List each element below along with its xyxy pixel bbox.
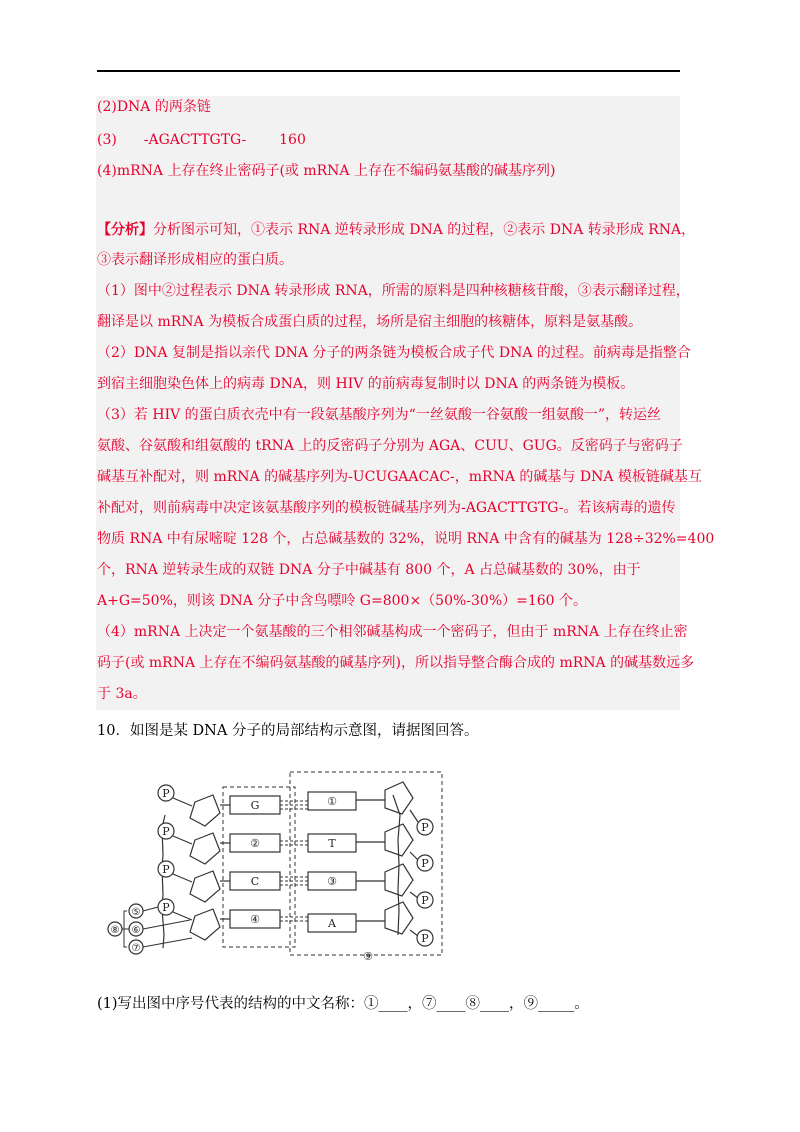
base-right-3: ③ xyxy=(327,875,337,888)
base-right-2: T xyxy=(328,837,336,850)
analysis-line-6: 到宿主细胞染色体上的病毒 DNA，则 HIV 的前病毒复制时以 DNA 的两条链为模板。 xyxy=(97,376,635,392)
label-6: ⑥ xyxy=(131,925,141,936)
answer-4: (4)mRNA 上存在终止密码子(或 mRNA 上存在不编码氨基酸的碱基序列) xyxy=(97,163,556,179)
label-5: ⑤ xyxy=(131,907,141,918)
answer-3-sequence: -AGACTTGTG- xyxy=(143,132,247,148)
analysis-text-1: 分析图示可知，①表示 RNA 逆转录形成 DNA 的过程，②表示 DNA 转录形成 RNA， xyxy=(153,222,696,238)
phosphate-label: P xyxy=(162,787,170,800)
answer-3 xyxy=(97,130,306,150)
phosphate-label: P xyxy=(421,932,429,945)
analysis-line-16: 于 3a。 xyxy=(97,686,147,702)
label-7: ⑦ xyxy=(131,943,141,954)
analysis-line-4: 翻译是以 mRNA 为模板合成蛋白质的过程，场所是宿主细胞的核糖体，原料是氨基酸。 xyxy=(97,314,643,330)
question-sub-1: (1)写出图中序号代表的结构的中文名称：①____，⑦____⑧____，⑨_____。 xyxy=(97,996,589,1012)
phosphate-label: P xyxy=(421,821,429,834)
analysis-line-3: （1）图中②过程表示 DNA 转录形成 RNA，所需的原料是四种核糖核苷酸，③表示翻译过程， xyxy=(97,283,690,299)
analysis-line-14: （4）mRNA 上决定一个氨基酸的三个相邻碱基构成一个密码子，但由于 mRNA 上存在终止密 xyxy=(97,624,688,640)
analysis-line-1 xyxy=(97,220,695,240)
analysis-line-12: 个，RNA 逆转录生成的双链 DNA 分子中碱基有 800 个，A 占总碱基数的 30%，由于 xyxy=(97,562,641,578)
base-right-4: A xyxy=(328,917,336,930)
header-rule xyxy=(97,70,680,72)
analysis-line-9: 碱基互补配对，则 mRNA 的碱基序列为-UCUGAACAC-，mRNA 的碱基与 DNA 模板链碱基互 xyxy=(97,469,702,485)
answer-2: (2)DNA 的两条链 xyxy=(97,99,211,115)
analysis-tag: 【分析】 xyxy=(97,222,153,238)
analysis-line-8: 氨酸、谷氨酸和组氨酸的 tRNA 上的反密码子分别为 AGA、CUU、GUG。反密码子与密码子 xyxy=(97,438,683,454)
analysis-line-11: 物质 RNA 中有尿嘧啶 128 个，占总碱基数的 32%，说明 RNA 中含有的碱基为 128÷32%=400 xyxy=(97,531,715,547)
answer-3-label: (3) xyxy=(97,132,117,148)
phosphate-label: P xyxy=(162,825,170,838)
analysis-line-2: ③表示翻译形成相应的蛋白质。 xyxy=(97,252,293,268)
base-left-1: G xyxy=(250,799,260,812)
analysis-line-7: （3）若 HIV 的蛋白质衣壳中有一段氨基酸序列为“一丝氨酸一谷氨酸一组氨酸一”，转运丝 xyxy=(97,407,661,423)
answer-3-number: 160 xyxy=(279,132,306,148)
analysis-line-15: 码子(或 mRNA 上存在不编码氨基酸的碱基序列)，所以指导整合酶合成的 mRNA 的碱基数远多 xyxy=(97,655,695,671)
base-left-4: ④ xyxy=(250,913,260,926)
base-right-1: ① xyxy=(327,795,337,808)
analysis-line-10: 补配对，则前病毒中决定该氨基酸序列的模板链碱基序列为-AGACTTGTG-。若该病毒的遗传 xyxy=(97,500,676,516)
phosphate-label: P xyxy=(421,857,429,870)
dna-diagram xyxy=(100,760,460,970)
phosphate-label: P xyxy=(162,863,170,876)
base-left-2: ② xyxy=(250,837,260,850)
phosphate-label: P xyxy=(162,901,170,914)
base-left-3: C xyxy=(250,875,260,888)
analysis-line-5: （2）DNA 复制是指以亲代 DNA 分子的两条链为模板合成子代 DNA 的过程。前病毒是指整合 xyxy=(97,345,691,361)
question-stem: 10．如图是某 DNA 分子的局部结构示意图，请据图回答。 xyxy=(97,723,479,739)
label-9: ⑨ xyxy=(363,950,373,963)
analysis-line-13: A+G=50%，则该 DNA 分子中含鸟嘌呤 G=800×（50%-30%）=160 个。 xyxy=(97,593,588,609)
answer-panel xyxy=(96,96,680,710)
label-8: ⑧ xyxy=(110,925,120,936)
phosphate-label: P xyxy=(421,894,429,907)
